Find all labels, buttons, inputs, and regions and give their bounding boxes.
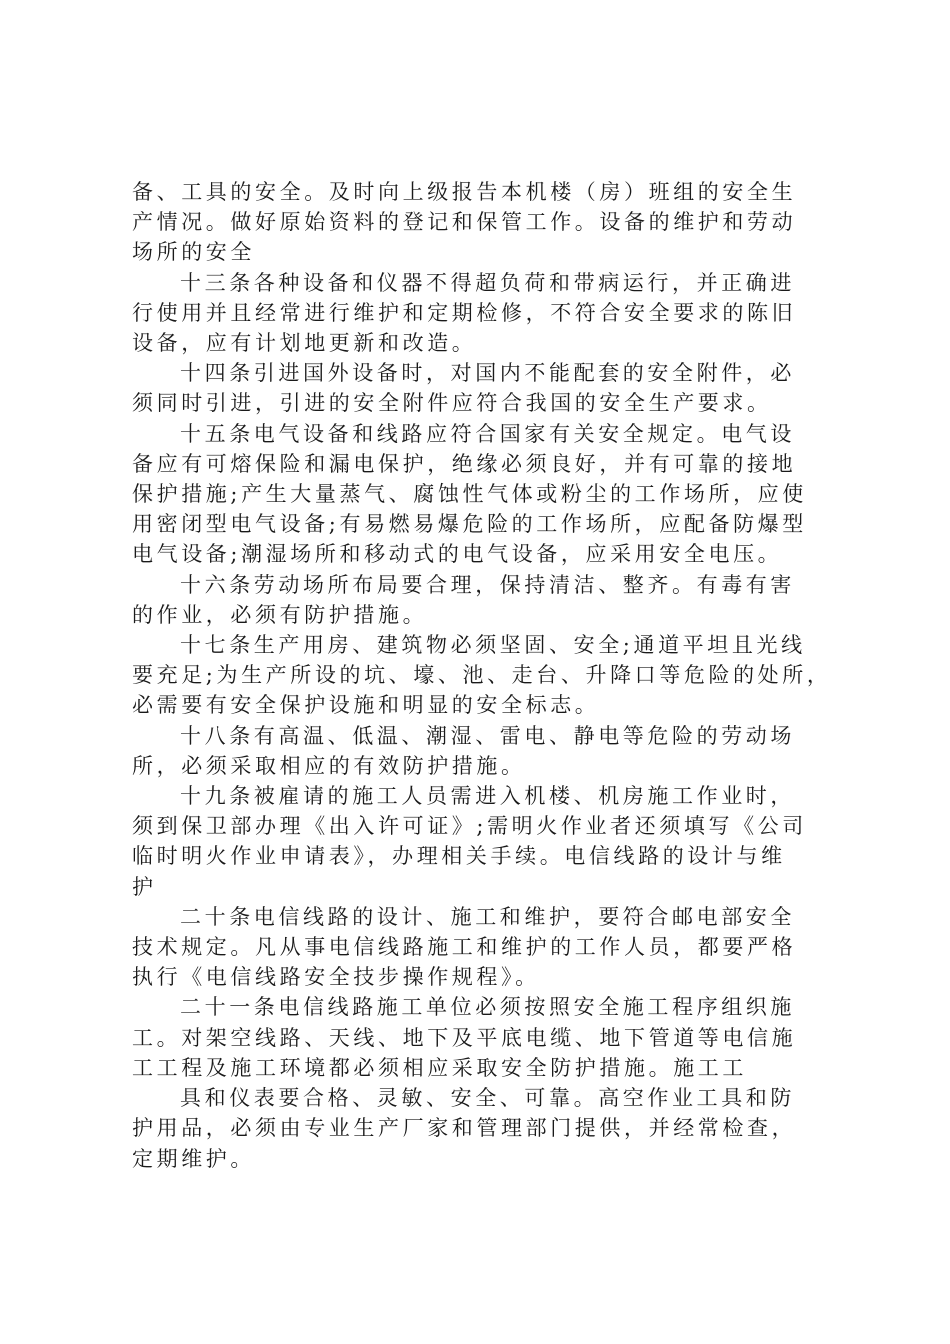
text-line: 护用品，必须由专业生产厂家和管理部门提供，并经常检查， [132,1116,797,1141]
text-line: 执行《电信线路安全技步操作规程》。 [132,965,540,990]
paragraph [132,992,832,1083]
document-body [132,177,832,1174]
text-line: 十五条电气设备和线路应符合国家有关安全规定。电气设 [180,421,795,446]
text-line: 的作业，必须有防护措施。 [132,602,428,627]
paragraph [132,419,832,570]
text-line: 场所的安全 [132,240,255,265]
paragraph [132,721,832,781]
text-line: 电气设备;潮湿场所和移动式的电气设备，应采用安全电压。 [132,542,783,567]
text-line: 产情况。做好原始资料的登记和保管工作。设备的维护和劳动 [132,210,797,235]
text-line: 工工程及施工环境都必须相应采取安全防护措施。施工工 [132,1055,747,1080]
text-line: 十七条生产用房、建筑物必须坚固、安全;通道平坦且光线 [180,633,806,658]
text-line: 十六条劳动场所布局要合理，保持清洁、整齐。有毒有害 [180,572,795,597]
text-line: 设备，应有计划地更新和改造。 [132,331,477,356]
text-line: 行使用并且经常进行维护和定期检修，不符合安全要求的陈旧 [132,300,797,325]
paragraph [132,177,832,268]
text-line: 十八条有高温、低温、潮湿、雷电、静电等危险的劳动场 [180,723,795,748]
text-line: 定期维护。 [132,1146,255,1171]
paragraph [132,268,832,359]
text-line: 备应有可熔保险和漏电保护，绝缘必须良好，并有可靠的接地 [132,451,797,476]
text-line: 要充足;为生产所设的坑、壕、池、走台、升降口等危险的处所， [132,663,832,688]
text-line: 临时明火作业申请表》，办理相关手续。电信线路的设计与维 [132,844,786,869]
paragraph [132,630,832,721]
paragraph [132,781,832,902]
text-line: 须到保卫部办理《出入许可证》;需明火作业者还须填写《公司 [132,814,807,839]
text-line: 须同时引进，引进的安全附件应符合我国的安全生产要求。 [132,391,772,416]
text-line: 护 [132,874,157,899]
paragraph [132,1083,832,1174]
text-line: 十三条各种设备和仪器不得超负荷和带病运行，并正确进 [180,270,795,295]
text-line: 用密闭型电气设备;有易燃易爆危险的工作场所，应配备防爆型 [132,512,807,537]
paragraph [132,902,832,993]
text-line: 二十一条电信线路施工单位必须按照安全施工程序组织施 [180,995,795,1020]
text-line: 备、工具的安全。及时向上级报告本机楼（房）班组的安全生 [132,180,797,204]
text-line: 必需要有安全保护设施和明显的安全标志。 [132,693,600,718]
paragraph [132,358,832,418]
text-line: 十九条被雇请的施工人员需进入机楼、机房施工作业时， [180,784,795,809]
text-line: 所，必须采取相应的有效防护措施。 [132,753,526,778]
text-line: 十四条引进国外设备时，对国内不能配套的安全附件，必 [180,361,795,386]
paragraph [132,570,832,630]
text-line: 二十条电信线路的设计、施工和维护，要符合邮电部安全 [180,904,795,929]
text-line: 技术规定。凡从事电信线路施工和维护的工作人员，都要严格 [132,935,797,960]
text-line: 工。对架空线路、天线、地下及平底电缆、地下管道等电信施 [132,1025,797,1050]
text-line: 具和仪表要合格、灵敏、安全、可靠。高空作业工具和防 [180,1086,795,1111]
text-line: 保护措施;产生大量蒸气、腐蚀性气体或粉尘的工作场所，应使 [132,482,807,507]
